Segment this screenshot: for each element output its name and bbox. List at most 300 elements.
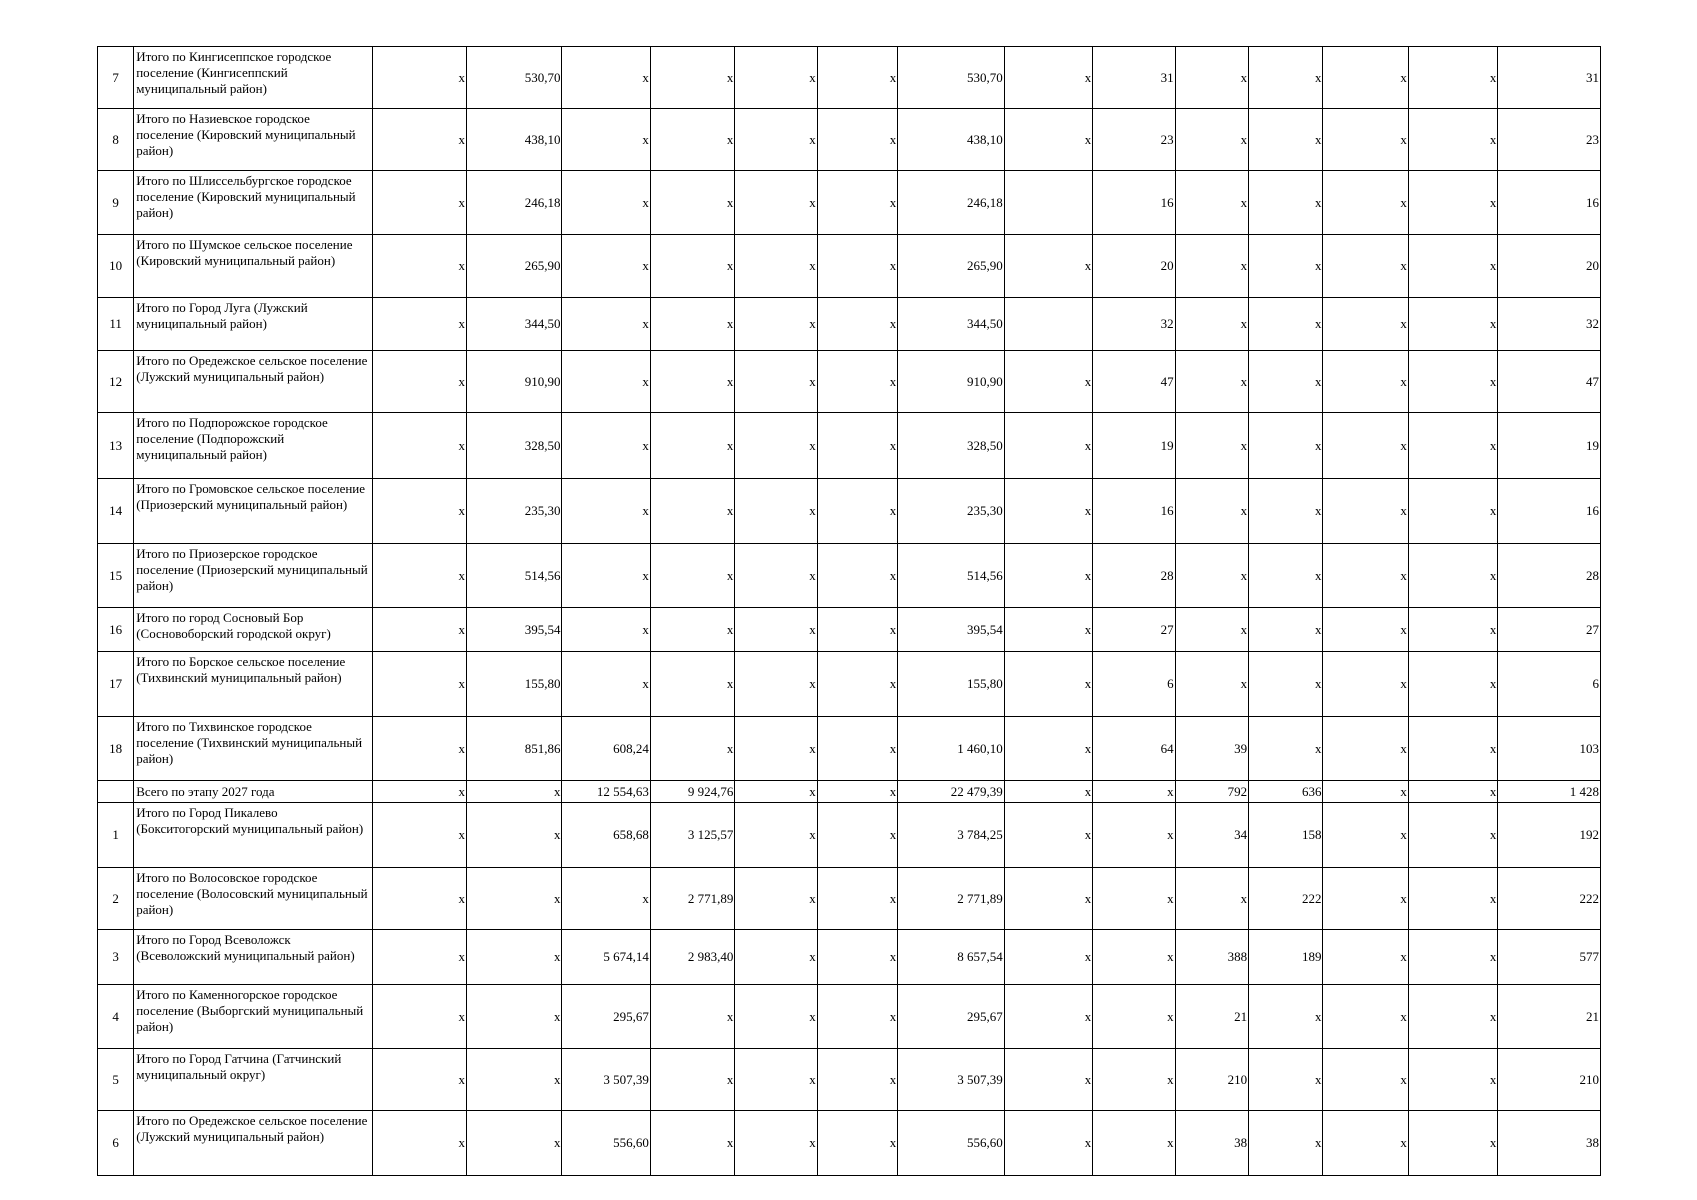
table-row bbox=[98, 930, 1601, 985]
value-cell: x bbox=[1408, 781, 1497, 803]
row-name: Итого по Город Луга (Лужский муниципальный район) bbox=[134, 298, 373, 351]
value-cell: x bbox=[373, 298, 466, 351]
value-cell: 16 bbox=[1498, 479, 1601, 544]
value-cell: 3 507,39 bbox=[898, 1049, 1005, 1111]
value-cell: 344,50 bbox=[898, 298, 1005, 351]
row-number: 9 bbox=[98, 171, 134, 235]
value-cell: 344,50 bbox=[466, 298, 562, 351]
value-cell: x bbox=[1175, 413, 1248, 479]
value-cell: 103 bbox=[1498, 717, 1601, 781]
value-cell: x bbox=[650, 1049, 734, 1111]
row-name: Итого по Город Гатчина (Гатчинский муниципальный округ) bbox=[134, 1049, 373, 1111]
table-row bbox=[98, 351, 1601, 413]
value-cell: x bbox=[1249, 1111, 1323, 1176]
value-cell: x bbox=[1249, 608, 1323, 652]
value-cell: x bbox=[735, 1049, 817, 1111]
value-cell: x bbox=[1408, 985, 1497, 1049]
row-name: Итого по Борское сельское поселение (Тихвинский муниципальный район) bbox=[134, 652, 373, 717]
value-cell: x bbox=[1249, 109, 1323, 171]
row-number: 17 bbox=[98, 652, 134, 717]
value-cell: x bbox=[735, 803, 817, 868]
value-cell: x bbox=[562, 413, 650, 479]
value-cell: x bbox=[735, 298, 817, 351]
value-cell: x bbox=[562, 235, 650, 298]
value-cell: x bbox=[1408, 544, 1497, 608]
data-table bbox=[97, 46, 1601, 1176]
value-cell: 438,10 bbox=[466, 109, 562, 171]
value-cell: x bbox=[735, 608, 817, 652]
value-cell: x bbox=[1093, 985, 1175, 1049]
value-cell: x bbox=[817, 803, 897, 868]
value-cell: x bbox=[1175, 47, 1248, 109]
value-cell: x bbox=[735, 544, 817, 608]
value-cell: x bbox=[735, 171, 817, 235]
table-row bbox=[98, 544, 1601, 608]
value-cell: x bbox=[817, 868, 897, 930]
row-name: Итого по Тихвинское городское поселение (Тихвинский муниципальный район) bbox=[134, 717, 373, 781]
value-cell: x bbox=[1249, 351, 1323, 413]
value-cell: x bbox=[562, 544, 650, 608]
value-cell: x bbox=[1408, 803, 1497, 868]
value-cell: 222 bbox=[1249, 868, 1323, 930]
row-name: Итого по Кингисеппское городское поселение (Кингисеппский муниципальный район) bbox=[134, 47, 373, 109]
value-cell: 438,10 bbox=[898, 109, 1005, 171]
row-name: Итого по Каменногорское городское поселение (Выборгский муниципальный район) bbox=[134, 985, 373, 1049]
value-cell: x bbox=[1093, 803, 1175, 868]
value-cell: 16 bbox=[1093, 171, 1175, 235]
table-row bbox=[98, 171, 1601, 235]
value-cell: 3 125,57 bbox=[650, 803, 734, 868]
value-cell: x bbox=[1093, 1049, 1175, 1111]
value-cell: 21 bbox=[1175, 985, 1248, 1049]
value-cell: x bbox=[1004, 930, 1092, 985]
value-cell: x bbox=[1004, 351, 1092, 413]
value-cell: x bbox=[817, 1049, 897, 1111]
value-cell: x bbox=[562, 109, 650, 171]
value-cell: x bbox=[735, 781, 817, 803]
value-cell: x bbox=[1323, 109, 1408, 171]
value-cell: x bbox=[1093, 781, 1175, 803]
value-cell: x bbox=[373, 930, 466, 985]
value-cell: 556,60 bbox=[898, 1111, 1005, 1176]
row-number bbox=[98, 781, 134, 803]
row-number: 2 bbox=[98, 868, 134, 930]
value-cell: 64 bbox=[1093, 717, 1175, 781]
table-body bbox=[98, 47, 1601, 1176]
value-cell: x bbox=[650, 413, 734, 479]
value-cell: x bbox=[1323, 803, 1408, 868]
value-cell: 295,67 bbox=[898, 985, 1005, 1049]
value-cell: 38 bbox=[1175, 1111, 1248, 1176]
value-cell: 265,90 bbox=[466, 235, 562, 298]
value-cell: x bbox=[735, 652, 817, 717]
value-cell: x bbox=[1408, 298, 1497, 351]
table-row bbox=[98, 652, 1601, 717]
value-cell: x bbox=[817, 930, 897, 985]
value-cell: 20 bbox=[1093, 235, 1175, 298]
table-row bbox=[98, 717, 1601, 781]
value-cell: 210 bbox=[1175, 1049, 1248, 1111]
value-cell: x bbox=[817, 608, 897, 652]
value-cell: x bbox=[1323, 781, 1408, 803]
row-number: 14 bbox=[98, 479, 134, 544]
row-name: Итого по Оредежское сельское поселение (Лужский муниципальный район) bbox=[134, 351, 373, 413]
value-cell: x bbox=[1323, 868, 1408, 930]
value-cell: x bbox=[817, 652, 897, 717]
value-cell: 851,86 bbox=[466, 717, 562, 781]
value-cell: x bbox=[650, 351, 734, 413]
value-cell: x bbox=[1004, 1111, 1092, 1176]
value-cell: x bbox=[735, 868, 817, 930]
value-cell: x bbox=[466, 985, 562, 1049]
value-cell: x bbox=[373, 985, 466, 1049]
value-cell: 792 bbox=[1175, 781, 1248, 803]
row-number: 6 bbox=[98, 1111, 134, 1176]
value-cell: 21 bbox=[1498, 985, 1601, 1049]
value-cell: x bbox=[1175, 608, 1248, 652]
value-cell: 658,68 bbox=[562, 803, 650, 868]
value-cell: x bbox=[817, 351, 897, 413]
value-cell: 8 657,54 bbox=[898, 930, 1005, 985]
value-cell: x bbox=[1408, 235, 1497, 298]
value-cell: x bbox=[817, 717, 897, 781]
value-cell: x bbox=[1249, 298, 1323, 351]
table-row bbox=[98, 298, 1601, 351]
value-cell: x bbox=[1249, 652, 1323, 717]
value-cell: x bbox=[373, 47, 466, 109]
value-cell: 47 bbox=[1093, 351, 1175, 413]
value-cell: x bbox=[817, 235, 897, 298]
value-cell: x bbox=[1175, 652, 1248, 717]
value-cell: 16 bbox=[1093, 479, 1175, 544]
row-number: 13 bbox=[98, 413, 134, 479]
value-cell: 38 bbox=[1498, 1111, 1601, 1176]
value-cell: x bbox=[1408, 717, 1497, 781]
value-cell: x bbox=[735, 109, 817, 171]
row-name: Итого по Оредежское сельское поселение (Лужский муниципальный район) bbox=[134, 1111, 373, 1176]
value-cell: 514,56 bbox=[466, 544, 562, 608]
row-number: 5 bbox=[98, 1049, 134, 1111]
value-cell: 235,30 bbox=[898, 479, 1005, 544]
value-cell: x bbox=[650, 544, 734, 608]
row-number: 4 bbox=[98, 985, 134, 1049]
table-row bbox=[98, 985, 1601, 1049]
row-number: 3 bbox=[98, 930, 134, 985]
value-cell: 19 bbox=[1093, 413, 1175, 479]
value-cell: x bbox=[650, 298, 734, 351]
value-cell: 910,90 bbox=[466, 351, 562, 413]
value-cell: x bbox=[1004, 652, 1092, 717]
value-cell: 47 bbox=[1498, 351, 1601, 413]
value-cell: x bbox=[562, 608, 650, 652]
value-cell: x bbox=[1004, 544, 1092, 608]
value-cell: x bbox=[1408, 608, 1497, 652]
value-cell: 22 479,39 bbox=[898, 781, 1005, 803]
value-cell: x bbox=[373, 171, 466, 235]
value-cell: x bbox=[373, 235, 466, 298]
value-cell: x bbox=[1323, 717, 1408, 781]
value-cell: x bbox=[817, 479, 897, 544]
value-cell: 155,80 bbox=[898, 652, 1005, 717]
value-cell: x bbox=[650, 47, 734, 109]
value-cell: x bbox=[650, 479, 734, 544]
row-number: 18 bbox=[98, 717, 134, 781]
value-cell: 28 bbox=[1498, 544, 1601, 608]
value-cell: x bbox=[373, 1049, 466, 1111]
value-cell bbox=[1004, 171, 1092, 235]
value-cell: 27 bbox=[1498, 608, 1601, 652]
value-cell bbox=[1004, 298, 1092, 351]
row-number: 1 bbox=[98, 803, 134, 868]
value-cell: x bbox=[1408, 351, 1497, 413]
value-cell: x bbox=[562, 47, 650, 109]
value-cell: x bbox=[1323, 413, 1408, 479]
table-row bbox=[98, 803, 1601, 868]
value-cell: 530,70 bbox=[898, 47, 1005, 109]
value-cell: x bbox=[1249, 413, 1323, 479]
value-cell: 6 bbox=[1498, 652, 1601, 717]
value-cell: x bbox=[373, 479, 466, 544]
value-cell: x bbox=[650, 608, 734, 652]
value-cell: x bbox=[817, 47, 897, 109]
value-cell: 34 bbox=[1175, 803, 1248, 868]
value-cell: 328,50 bbox=[898, 413, 1005, 479]
value-cell: x bbox=[1408, 479, 1497, 544]
value-cell: 608,24 bbox=[562, 717, 650, 781]
value-cell: x bbox=[735, 351, 817, 413]
value-cell: x bbox=[466, 781, 562, 803]
value-cell: 9 924,76 bbox=[650, 781, 734, 803]
value-cell: x bbox=[817, 298, 897, 351]
value-cell: x bbox=[1249, 717, 1323, 781]
value-cell: x bbox=[373, 608, 466, 652]
value-cell: 2 983,40 bbox=[650, 930, 734, 985]
row-name: Итого по Город Пикалево (Бокситогорский муниципальный район) bbox=[134, 803, 373, 868]
value-cell: x bbox=[1004, 1049, 1092, 1111]
row-number: 16 bbox=[98, 608, 134, 652]
value-cell: 577 bbox=[1498, 930, 1601, 985]
value-cell: x bbox=[1408, 652, 1497, 717]
table-row bbox=[98, 1111, 1601, 1176]
value-cell: x bbox=[1175, 298, 1248, 351]
value-cell: x bbox=[562, 652, 650, 717]
value-cell: 23 bbox=[1498, 109, 1601, 171]
value-cell: x bbox=[1323, 985, 1408, 1049]
value-cell: x bbox=[1004, 235, 1092, 298]
value-cell: x bbox=[373, 413, 466, 479]
value-cell: 1 428 bbox=[1498, 781, 1601, 803]
value-cell: x bbox=[650, 235, 734, 298]
value-cell: x bbox=[1175, 544, 1248, 608]
value-cell: x bbox=[1004, 868, 1092, 930]
value-cell: x bbox=[1323, 351, 1408, 413]
table-row bbox=[98, 608, 1601, 652]
value-cell: x bbox=[650, 171, 734, 235]
value-cell: 3 507,39 bbox=[562, 1049, 650, 1111]
value-cell: x bbox=[1004, 781, 1092, 803]
value-cell: 395,54 bbox=[466, 608, 562, 652]
value-cell: x bbox=[1323, 1111, 1408, 1176]
row-name: Итого по Город Всеволожск (Всеволожский муниципальный район) bbox=[134, 930, 373, 985]
value-cell: x bbox=[650, 652, 734, 717]
row-number: 8 bbox=[98, 109, 134, 171]
row-name: Итого по Шумское сельское поселение (Кировский муниципальный район) bbox=[134, 235, 373, 298]
value-cell: 246,18 bbox=[898, 171, 1005, 235]
value-cell: x bbox=[817, 544, 897, 608]
value-cell: x bbox=[735, 1111, 817, 1176]
value-cell: x bbox=[1408, 930, 1497, 985]
value-cell: x bbox=[373, 781, 466, 803]
value-cell: 1 460,10 bbox=[898, 717, 1005, 781]
value-cell: x bbox=[1004, 608, 1092, 652]
value-cell: x bbox=[735, 235, 817, 298]
value-cell: x bbox=[1408, 171, 1497, 235]
value-cell: x bbox=[1323, 930, 1408, 985]
value-cell: 5 674,14 bbox=[562, 930, 650, 985]
row-number: 11 bbox=[98, 298, 134, 351]
table-total-row bbox=[98, 781, 1601, 803]
value-cell: x bbox=[1175, 868, 1248, 930]
table-row bbox=[98, 109, 1601, 171]
value-cell: x bbox=[466, 930, 562, 985]
table-row bbox=[98, 413, 1601, 479]
value-cell: x bbox=[373, 868, 466, 930]
value-cell: x bbox=[1004, 479, 1092, 544]
value-cell: 235,30 bbox=[466, 479, 562, 544]
value-cell: 31 bbox=[1093, 47, 1175, 109]
value-cell: x bbox=[1323, 171, 1408, 235]
row-name: Итого по Назиевское городское поселение (Кировский муниципальный район) bbox=[134, 109, 373, 171]
value-cell: 28 bbox=[1093, 544, 1175, 608]
value-cell: x bbox=[1249, 47, 1323, 109]
value-cell: x bbox=[373, 1111, 466, 1176]
value-cell: 2 771,89 bbox=[898, 868, 1005, 930]
value-cell: x bbox=[650, 109, 734, 171]
value-cell: x bbox=[1175, 235, 1248, 298]
value-cell: 6 bbox=[1093, 652, 1175, 717]
value-cell: x bbox=[1408, 1049, 1497, 1111]
value-cell: 222 bbox=[1498, 868, 1601, 930]
value-cell: 328,50 bbox=[466, 413, 562, 479]
value-cell: x bbox=[735, 717, 817, 781]
table-row bbox=[98, 235, 1601, 298]
value-cell: x bbox=[1323, 608, 1408, 652]
row-name: Итого по Шлиссельбургское городское поселение (Кировский муниципальный район) bbox=[134, 171, 373, 235]
table-row bbox=[98, 1049, 1601, 1111]
value-cell: x bbox=[1408, 868, 1497, 930]
value-cell: x bbox=[562, 868, 650, 930]
value-cell: x bbox=[1004, 985, 1092, 1049]
value-cell: x bbox=[1175, 171, 1248, 235]
value-cell: x bbox=[817, 109, 897, 171]
value-cell: 395,54 bbox=[898, 608, 1005, 652]
value-cell: x bbox=[1323, 47, 1408, 109]
value-cell: x bbox=[1323, 298, 1408, 351]
value-cell: x bbox=[650, 1111, 734, 1176]
value-cell: x bbox=[1093, 930, 1175, 985]
value-cell: x bbox=[1004, 413, 1092, 479]
row-name: Итого по Волосовское городское поселение (Волосовский муниципальный район) bbox=[134, 868, 373, 930]
value-cell: x bbox=[1323, 1049, 1408, 1111]
value-cell: x bbox=[817, 985, 897, 1049]
value-cell: x bbox=[735, 479, 817, 544]
value-cell: x bbox=[1323, 652, 1408, 717]
value-cell: 210 bbox=[1498, 1049, 1601, 1111]
value-cell: x bbox=[1323, 544, 1408, 608]
value-cell: x bbox=[466, 868, 562, 930]
value-cell: x bbox=[650, 985, 734, 1049]
value-cell: 388 bbox=[1175, 930, 1248, 985]
value-cell: 265,90 bbox=[898, 235, 1005, 298]
value-cell: 246,18 bbox=[466, 171, 562, 235]
value-cell: 27 bbox=[1093, 608, 1175, 652]
value-cell: 39 bbox=[1175, 717, 1248, 781]
value-cell: 3 784,25 bbox=[898, 803, 1005, 868]
value-cell: 20 bbox=[1498, 235, 1601, 298]
row-number: 10 bbox=[98, 235, 134, 298]
row-name: Итого по Приозерское городское поселение (Приозерский муниципальный район) bbox=[134, 544, 373, 608]
row-number: 15 bbox=[98, 544, 134, 608]
value-cell: x bbox=[466, 1111, 562, 1176]
value-cell: x bbox=[1323, 479, 1408, 544]
value-cell: x bbox=[1093, 868, 1175, 930]
value-cell: x bbox=[1323, 235, 1408, 298]
value-cell: 16 bbox=[1498, 171, 1601, 235]
value-cell: x bbox=[1408, 109, 1497, 171]
row-name: Итого по Громовское сельское поселение (Приозерский муниципальный район) bbox=[134, 479, 373, 544]
value-cell: x bbox=[817, 171, 897, 235]
value-cell: x bbox=[1249, 235, 1323, 298]
value-cell: x bbox=[1249, 1049, 1323, 1111]
value-cell: x bbox=[1004, 803, 1092, 868]
value-cell: 192 bbox=[1498, 803, 1601, 868]
table-row bbox=[98, 47, 1601, 109]
row-name: Всего по этапу 2027 года bbox=[134, 781, 373, 803]
value-cell: x bbox=[735, 47, 817, 109]
table-row bbox=[98, 868, 1601, 930]
row-name: Итого по Подпорожское городское поселение (Подпорожский муниципальный район) bbox=[134, 413, 373, 479]
value-cell: x bbox=[817, 413, 897, 479]
value-cell: 32 bbox=[1498, 298, 1601, 351]
value-cell: 556,60 bbox=[562, 1111, 650, 1176]
value-cell: 910,90 bbox=[898, 351, 1005, 413]
value-cell: x bbox=[1175, 109, 1248, 171]
value-cell: x bbox=[1175, 351, 1248, 413]
value-cell: x bbox=[373, 717, 466, 781]
row-name: Итого по город Сосновый Бор (Сосновоборский городской округ) bbox=[134, 608, 373, 652]
value-cell: 189 bbox=[1249, 930, 1323, 985]
value-cell: 636 bbox=[1249, 781, 1323, 803]
value-cell: 2 771,89 bbox=[650, 868, 734, 930]
value-cell: x bbox=[650, 717, 734, 781]
value-cell: 514,56 bbox=[898, 544, 1005, 608]
value-cell: x bbox=[1408, 413, 1497, 479]
value-cell: x bbox=[735, 930, 817, 985]
value-cell: x bbox=[373, 109, 466, 171]
value-cell: x bbox=[373, 544, 466, 608]
value-cell: x bbox=[1175, 479, 1248, 544]
value-cell: 158 bbox=[1249, 803, 1323, 868]
row-number: 12 bbox=[98, 351, 134, 413]
value-cell: x bbox=[1408, 1111, 1497, 1176]
value-cell: 32 bbox=[1093, 298, 1175, 351]
value-cell: 155,80 bbox=[466, 652, 562, 717]
value-cell: x bbox=[373, 652, 466, 717]
value-cell: x bbox=[1004, 109, 1092, 171]
value-cell: x bbox=[562, 479, 650, 544]
value-cell: x bbox=[562, 171, 650, 235]
value-cell: x bbox=[373, 803, 466, 868]
